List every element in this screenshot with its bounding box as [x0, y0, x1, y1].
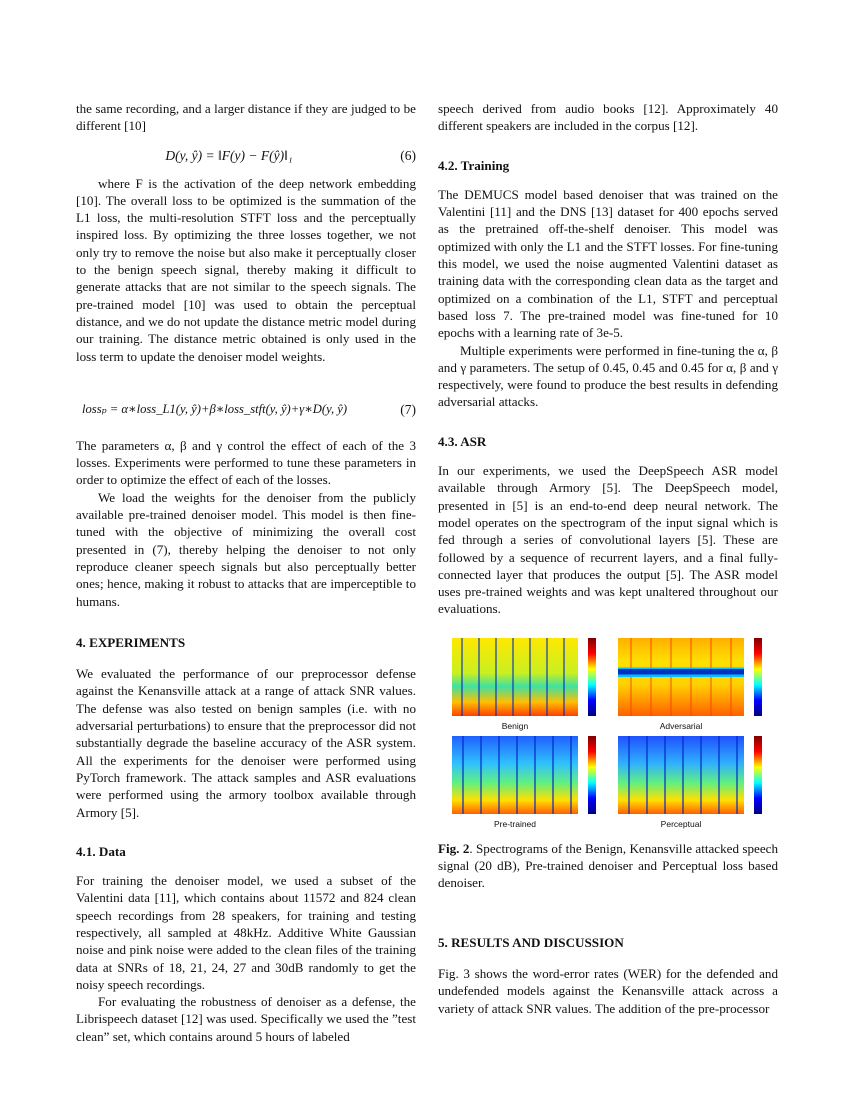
- panel-label-pretrained: Pre-trained: [493, 818, 537, 829]
- paragraph-results: Fig. 3 shows the word-error rates (WER) for the defended and undefended models against the Kenansville attack across a variety of attack SNR values. The addition of the pre-processor: [438, 965, 778, 1016]
- colorbar: [754, 736, 762, 814]
- figure-caption-text: . Spectrograms of the Benign, Kenansville attacked speech signal (20 dB), Pre-trained denoiser and Perceptual loss based denoiser.: [438, 840, 778, 891]
- paragraph-parameters: The parameters α, β and γ control the effect of each of the 3 losses. Experiments were performed to tune these parameters in order to optimize the effect of each of the losses.: [76, 437, 416, 488]
- spectrogram-image-pretrained: [452, 736, 578, 814]
- equation-6-expression: D(y, ŷ) = ‖F(y) − F(ŷ)‖₁: [165, 147, 293, 163]
- paragraph-data-1: For training the denoiser model, we used a subset of the Valentini data [11], which contains about 11572 and 824 clean speech recordings from 28 speakers, for training and testing respectively, all sampled at 48kHz. Additive White Gaussian noise and pink noise were added to the clean files of the training data at SNRs of 18, 21, 24, 27 and 30dB randomly to get the noisy speech recordings.: [76, 873, 416, 992]
- colorbar: [588, 638, 596, 716]
- spectrogram-figure: [438, 632, 778, 832]
- subsection-4-3-title: 4.3. ASR: [438, 433, 487, 449]
- paragraph-load-weights: We load the weights for the denoiser from the publicly available pre-trained denoiser model. This model is then fine-tuned with the objective of minimizing the overall cost presented in (7), thereby helping the denoiser to not only reproduce cleaner speech signals but also perceptually better ones; hence, making it robust to attacks that are imperceptible to humans.: [76, 489, 416, 609]
- figure-caption: [438, 840, 778, 892]
- figure-caption-label: Fig. 2: [438, 840, 470, 856]
- spectrogram-panel-benign: [442, 634, 602, 730]
- spectrogram-image-adversarial: [618, 638, 744, 716]
- left-column: [76, 100, 416, 1045]
- colorbar: [754, 638, 762, 716]
- paragraph-continuation: the same recording, and a larger distance if they are judged to be different [10]: [76, 101, 416, 134]
- paragraph-experiments: We evaluated the performance of our preprocessor defense against the Kenansville attack at a range of attack SNR values. The defense was also tested on benign samples (i.e. with no adversarial perturbations) to ensure that the preprocessor did not substantially degrade the baseline accuracy of the ASR system. All the experiments for the denoiser were performed using PyTorch framework. The attack samples and ASR evaluations were performed using the armory toolbox available through Armory [5].: [76, 666, 416, 820]
- section-4-title: 4. EXPERIMENTS: [76, 634, 186, 650]
- equation-7-expression: lossₚ = α∗loss_L1(y, ŷ)+β∗loss_stft(y, ŷ)+γ∗D(y, ŷ): [82, 401, 348, 416]
- paragraph-training-1: The DEMUCS model based denoiser that was trained on the Valentini [11] and the DNS [13] dataset for 400 epochs served as the pretrained off-the-shelf denoiser. This model was optimized with only the L1 and the STFT losses. For fine-tuning this model, we used the noise augmented Valentini dataset as training data with the corresponding clean data as the target and optimized on a combination of the L1, STFT and perceptual based loss 7. The pre-trained model was fine-tuned for 10 epochs with a learning rate of 3e-5.: [438, 186, 778, 341]
- spectrogram-image-perceptual: [618, 736, 744, 814]
- spectrogram-image-benign: [452, 638, 578, 716]
- equation-7-number: (7): [400, 401, 416, 417]
- panel-label-adversarial: Adversarial: [659, 720, 703, 731]
- spectrogram-panel-pretrained: [442, 732, 602, 828]
- equation-7: [76, 401, 416, 423]
- section-5-title: 5. RESULTS AND DISCUSSION: [438, 934, 624, 950]
- right-column: [438, 100, 778, 1017]
- paragraph-where: where F is the activation of the deep network embedding [10]. The overall loss to be optimized is the summation of the L1 loss, the multi-resolution STFT loss and the perceptually inspired loss. By optimizing the three losses together, we not only try to remove the noise but also make it perceptually closer to the benign speech signal, thereby making it difficult to generate attacks that are not similar to the speech signals. The pre-trained model [10] was used to obtain the perceptual distance, and we do not update the distance metric model during our training. The distance metric obtained is only used in the loss term to update the denoiser model weights.: [76, 175, 416, 364]
- paragraph-asr: In our experiments, we used the DeepSpeech ASR model available through Armory [5]. The DeepSpeech model, presented in [5] is an end-to-end deep neural network. The model operates on the spectrogram of the input signal which is fed through a series of convolutional layers [5]. These are followed by a sequence of recurrent layers, and a final fully-connected layer that produces the output [5]. The ASR model uses pre-trained weights and was kept unaltered throughout our evaluations.: [438, 463, 778, 617]
- paragraph-continuation-right: speech derived from audio books [12]. Approximately 40 different speakers are included in the corpus [12].: [438, 101, 778, 134]
- subsection-4-2-title: 4.2. Training: [438, 157, 510, 173]
- panel-label-benign: Benign: [501, 720, 529, 731]
- colorbar: [588, 736, 596, 814]
- panel-label-perceptual: Perceptual: [660, 818, 702, 829]
- spectrogram-panel-adversarial: [608, 634, 768, 730]
- subsection-4-1-title: 4.1. Data: [76, 843, 126, 859]
- equation-6-number: (6): [400, 147, 416, 163]
- paragraph-training-2: Multiple experiments were performed in fine-tuning the α, β and γ parameters. The setup of 0.45, 0.45 and 0.45 for α, β and γ respectively, were found to produce the best results in defending adversarial attacks.: [438, 342, 778, 410]
- paragraph-data-2: For evaluating the robustness of denoiser as a defense, the Librispeech dataset [12] was used. Specifically we used the ”test clean” set, which contains around 5 hours of labeled: [76, 994, 416, 1044]
- spectrogram-panel-perceptual: [608, 732, 768, 828]
- equation-6: [76, 147, 416, 169]
